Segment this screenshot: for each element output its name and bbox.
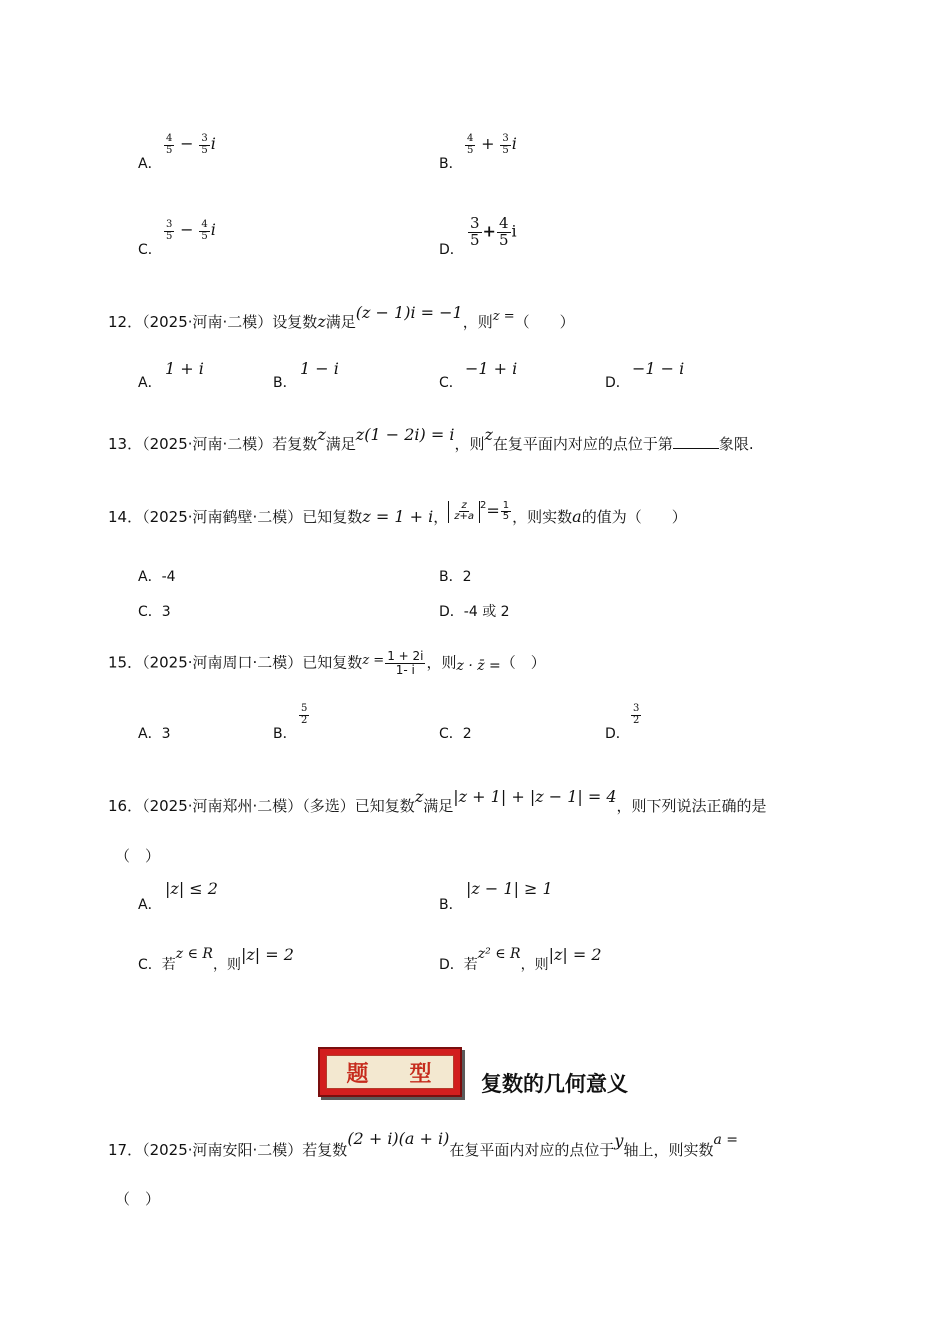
question-source: （2025·河南安阳·二模）若复数 bbox=[142, 1141, 348, 1159]
q14-option-c: C．3 bbox=[138, 604, 171, 620]
question-number: 17． bbox=[108, 1141, 143, 1159]
question-13: 13．（2025·河南·二模）若复数z满足z(1 − 2i) = i，则z在复平面内对应的点位于第 象限. bbox=[108, 425, 754, 453]
q14-option-d: D．-4 或 2 bbox=[439, 604, 510, 620]
option-d-expr: $\frac{3}{5}$ + $\frac{4}{5}$ i bbox=[470, 214, 517, 249]
question-number: 14． bbox=[108, 508, 143, 526]
q15-option-c: C．2 bbox=[439, 726, 472, 742]
q15-option-b-value: $\frac{5}{2}$ bbox=[301, 703, 308, 726]
question-12: 12．（2025·河南·二模）设复数z满足(z − 1)i = −1，则z =（ ） bbox=[108, 303, 575, 331]
answer-blank[interactable] bbox=[673, 436, 719, 449]
option-a-label: A． bbox=[138, 156, 162, 172]
q12-option-c-label: C． bbox=[439, 375, 463, 391]
q14-option-b: B．2 bbox=[439, 569, 472, 585]
q15-option-d-label: D． bbox=[605, 726, 630, 742]
q16-option-c: C．若z ∈ R，则|z| = 2 bbox=[138, 945, 294, 973]
math-expression: z = 1 + i bbox=[362, 507, 434, 526]
q12-option-d-value: −1 − i bbox=[632, 359, 685, 378]
math-expression: z(1 − 2i) = i bbox=[355, 425, 455, 444]
option-c-expr: $\frac{3}{5}$ − $\frac{4}{5}$ i bbox=[166, 219, 216, 242]
section-badge bbox=[318, 1047, 462, 1097]
option-b-expr: $\frac{4}{5}$ + $\frac{3}{5}$ i bbox=[467, 133, 517, 156]
question-14: 14．（2025·河南鹤壁·二模）已知复数z = 1 + i， $\frac{z}{z+a}$ $^2$= $\frac{1}{5}$ ，则实数a的值为（ ） bbox=[108, 499, 687, 526]
option-b-label: B． bbox=[439, 156, 463, 172]
question-15: 15．（2025·河南周口·二模）已知复数z = $\frac{1 + 2i}{1- i}$ ，则z · z̄ =（ ） bbox=[108, 649, 546, 677]
q16-paren: （ ） bbox=[115, 847, 161, 865]
q15-option-a: A．3 bbox=[138, 726, 171, 742]
option-a-expr: $\frac{4}{5}$ − $\frac{3}{5}$ i bbox=[166, 133, 216, 156]
question-source: （2025·河南·二模）若复数 bbox=[142, 435, 318, 453]
question-number: 13． bbox=[108, 435, 143, 453]
question-17: 17．（2025·河南安阳·二模）若复数(2 + i)(a + i)在复平面内对应的点位于y轴上，则实数a = bbox=[108, 1129, 738, 1159]
q14-option-a: A．-4 bbox=[138, 569, 176, 585]
section-title: 复数的几何意义 bbox=[481, 1072, 628, 1096]
q16-option-b-value: |z − 1| ≥ 1 bbox=[466, 879, 553, 898]
math-expression: z · z̄ = bbox=[456, 657, 501, 674]
math-expression: (2 + i)(a + i) bbox=[347, 1129, 450, 1148]
question-source: （2025·河南郑州·二模）（多选）已知复数 bbox=[142, 797, 415, 815]
q17-paren: （ ） bbox=[115, 1190, 161, 1208]
badge-char-right: 型 bbox=[409, 1061, 434, 1087]
q16-option-a-label: A． bbox=[138, 897, 162, 913]
q12-option-b-label: B． bbox=[273, 375, 297, 391]
math-expression: |z + 1| + |z − 1| = 4 bbox=[453, 787, 617, 806]
question-16: 16．（2025·河南郑州·二模）（多选）已知复数z满足|z + 1| + |z − 1| = 4，则下列说法正确的是 bbox=[108, 787, 767, 815]
q12-option-b-value: 1 − i bbox=[300, 359, 339, 378]
question-source: （2025·河南鹤壁·二模）已知复数 bbox=[142, 508, 363, 526]
q12-option-d-label: D． bbox=[605, 375, 630, 391]
q16-option-b-label: B． bbox=[439, 897, 463, 913]
q12-option-a-value: 1 + i bbox=[165, 359, 204, 378]
math-expression: (z − 1)i = −1 bbox=[355, 303, 463, 322]
question-number: 12． bbox=[108, 313, 143, 331]
q16-option-d: D．若z² ∈ R，则|z| = 2 bbox=[439, 945, 602, 973]
q15-option-b-label: B． bbox=[273, 726, 297, 742]
question-source: （2025·河南周口·二模）已知复数 bbox=[142, 653, 363, 672]
question-number: 15． bbox=[108, 653, 143, 672]
question-source: （2025·河南·二模）设复数 bbox=[142, 313, 318, 331]
q16-option-a-value: |z| ≤ 2 bbox=[165, 879, 218, 898]
q15-option-d-value: $\frac{3}{2}$ bbox=[633, 703, 640, 726]
q12-option-a-label: A． bbox=[138, 375, 162, 391]
option-d-label: D． bbox=[439, 242, 464, 258]
question-number: 16． bbox=[108, 797, 143, 815]
q12-option-c-value: −1 + i bbox=[465, 359, 518, 378]
option-c-label: C． bbox=[138, 242, 162, 258]
badge-char-left: 题 bbox=[346, 1061, 371, 1087]
